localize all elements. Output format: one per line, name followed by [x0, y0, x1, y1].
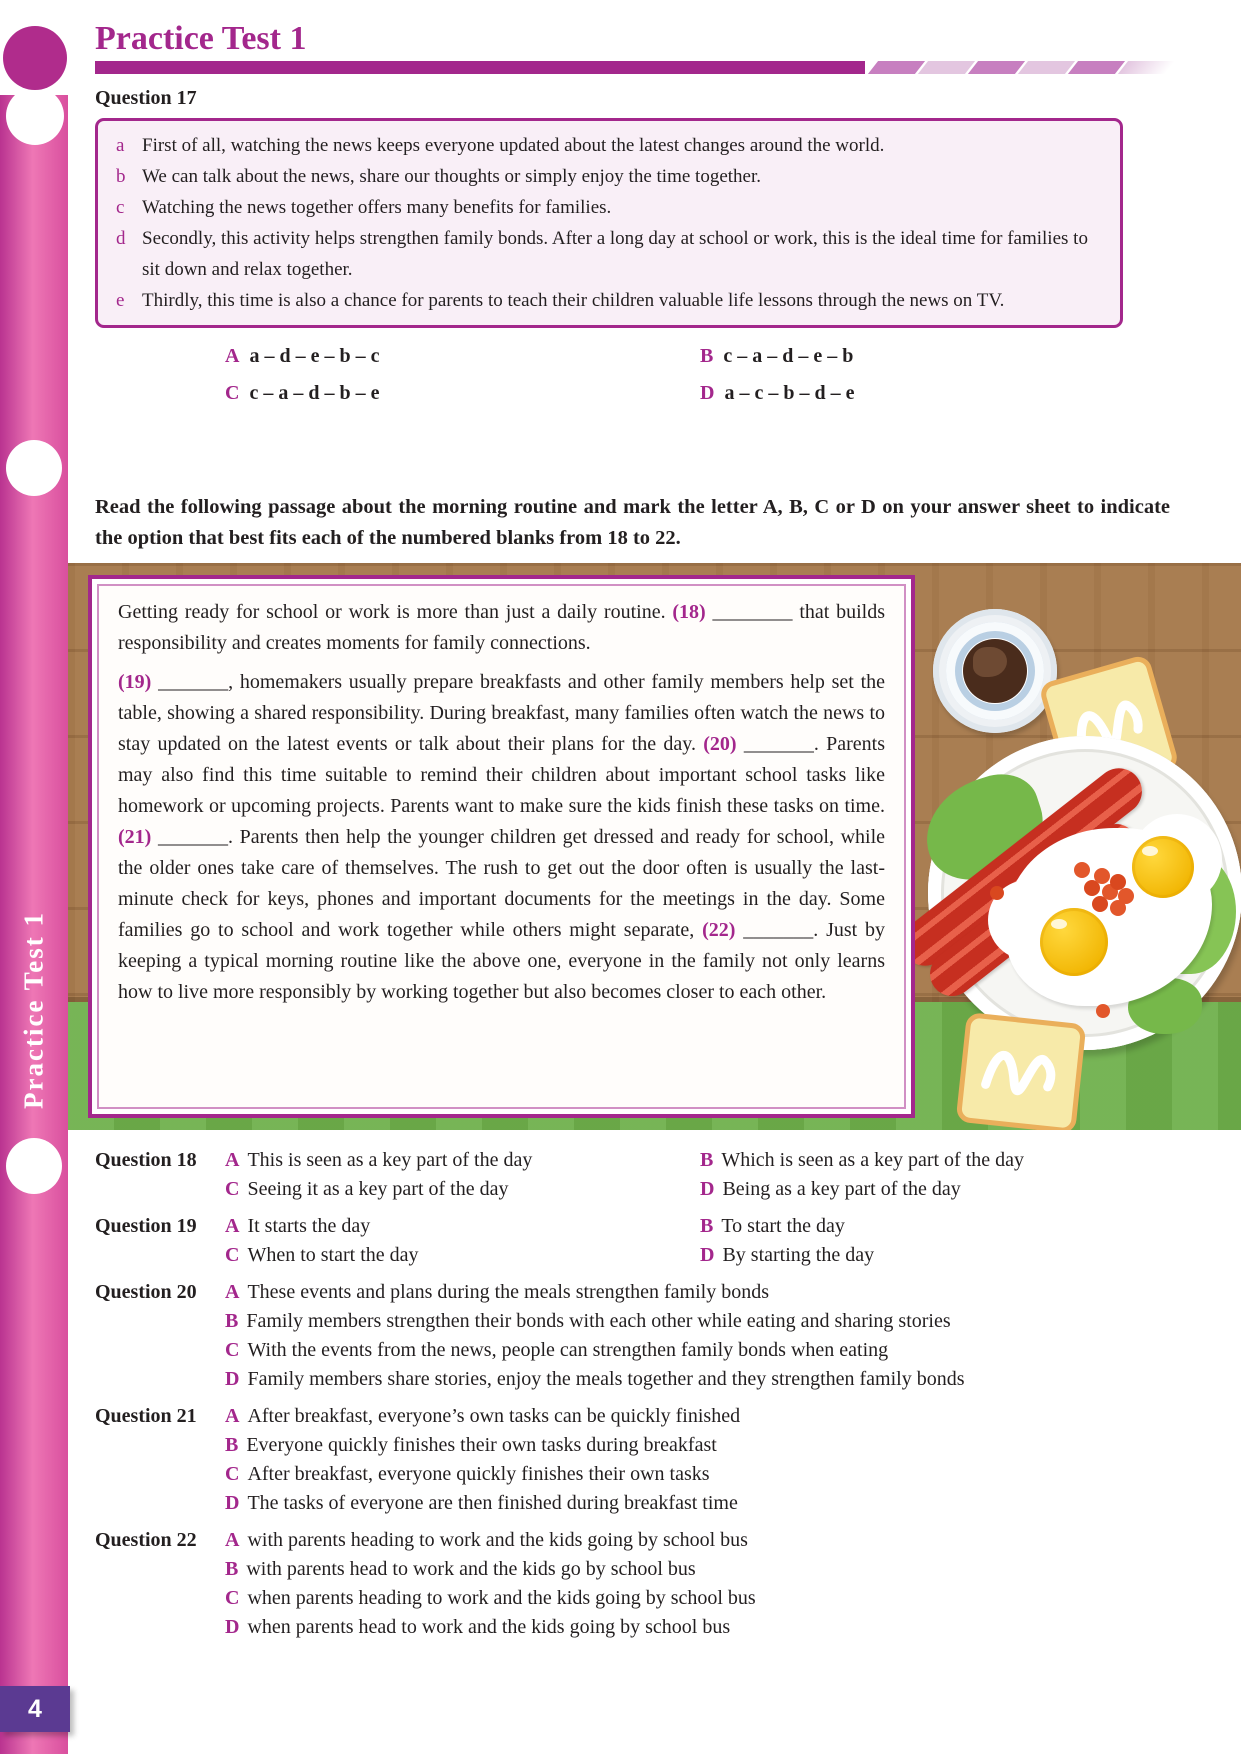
sidebar [0, 95, 68, 1754]
item-letter: c [116, 197, 125, 218]
bar-stripe-segments [873, 61, 1170, 74]
option-b: B Family members strengthen their bonds with each other while eating and sharing stories [225, 1310, 951, 1332]
option-a: A This is seen as a key part of the day [225, 1149, 533, 1171]
blank-20-line: _______. [736, 733, 827, 755]
decorative-circle-icon [3, 26, 67, 90]
question-label: Question 21 [95, 1405, 197, 1427]
option-b: B Everyone quickly finishes their own tasks during breakfast [225, 1434, 717, 1456]
choice-text: c – a – d – e – b [723, 345, 854, 367]
list-item [116, 192, 1100, 223]
option-d: D The tasks of everyone are then finished during breakfast time [225, 1492, 738, 1514]
list-item [116, 130, 1100, 161]
option-b: B Which is seen as a key part of the day [700, 1149, 1025, 1171]
blank-20-marker: (20) [703, 733, 737, 755]
coffee-cup-icon [933, 609, 1057, 733]
option-a: A After breakfast, everyone’s own tasks can be quickly finished [225, 1405, 741, 1427]
choice-text: c – a – d – b – e [249, 382, 380, 404]
option-c: C With the events from the news, people can strengthen family bonds when eating [225, 1339, 889, 1361]
question-label: Question 20 [95, 1281, 197, 1303]
breakfast-illustration-panel [68, 563, 1241, 1130]
option-b: B To start the day [700, 1215, 845, 1237]
egg-yolk-icon [1132, 836, 1194, 898]
item-text: Watching the news together offers many benefits for families. [142, 197, 612, 218]
item-text: Thirdly, this time is also a chance for parents to teach their children valuable life lessons through the news on TV. [142, 290, 1005, 311]
question-20 [95, 1278, 1170, 1394]
passage-paragraph: Getting ready for school or work is more than just a daily routine. (18) ________ that builds responsibility and creates moments for family connections. [118, 601, 885, 654]
page-number-badge: 4 [0, 1686, 70, 1732]
item-letter: d [116, 228, 126, 249]
option-a: A These events and plans during the meals strengthen family bonds [225, 1281, 769, 1303]
blank-18-line: ________ [705, 601, 800, 623]
blank-19-marker: (19) [118, 671, 152, 693]
bar-solid-segment [95, 61, 865, 74]
egg-yolk-icon [1040, 908, 1108, 976]
item-letter: e [116, 290, 125, 311]
item-letter: b [116, 166, 126, 187]
choice-letter: D [700, 382, 715, 404]
item-text: We can talk about the news, share our thoughts or simply enjoy the time together. [142, 166, 761, 187]
passage-panel [88, 575, 915, 1118]
choice-b [700, 342, 1170, 371]
choice-text: a – d – e – b – c [249, 345, 380, 367]
sidebar-vertical-title: Practice Test 1 [18, 911, 49, 1109]
blank-22-marker: (22) [702, 919, 736, 941]
question-17-choices [225, 342, 1170, 408]
page-title: Practice Test 1 [95, 20, 307, 57]
choice-letter: B [700, 345, 714, 367]
main-content [95, 0, 1170, 1650]
blank-18-marker: (18) [672, 601, 706, 623]
question-17-label: Question 17 [95, 87, 197, 109]
list-item [116, 285, 1100, 316]
option-d: D Being as a key part of the day [700, 1178, 961, 1200]
title-underline-bar [95, 61, 1170, 74]
blank-22-line: _______. [735, 919, 827, 941]
option-a: A It starts the day [225, 1215, 371, 1237]
question-18 [95, 1146, 1170, 1204]
question-21 [95, 1402, 1170, 1518]
option-c: C Seeing it as a key part of the day [225, 1178, 509, 1200]
list-item [116, 161, 1100, 192]
question-22 [95, 1526, 1170, 1642]
toast-slice-icon [956, 1012, 1087, 1130]
choice-d [700, 379, 1170, 408]
choice-c [225, 379, 700, 408]
passage-paragraph: (19) _______, homemakers usually prepare breakfasts and other family members help set the table, showing a shared responsibility. During breakfast, many families often watch the news to stay updated on the latest events or talk about their plans for the day. (20) _______. Parents may also find this time suitable to remind their children about important school tasks like homework or upcoming projects. Parents want to make sure the kids finish these tasks on time. (21) _______. Parents then help the younger children get dressed and ready for school, while the older ones take care of themselves. The rush to get out the door often is usually the last-minute check for keys, phones and important documents for the meetings in the day. Some families go to school and work together while others might separate, (22) _______. Just by keeping a typical morning routine like the above one, everyone in the family not only learns how to live more responsibly by working together but also becomes closer to each other. [118, 671, 886, 1003]
blank-19-line: _______, [151, 671, 240, 693]
option-d: D Family members share stories, enjoy the meals together and they strengthen family bonds [225, 1368, 965, 1390]
decorative-circle-icon [6, 440, 62, 496]
option-a: A with parents heading to work and the kids going by school bus [225, 1529, 748, 1551]
questions-18-22 [95, 1146, 1170, 1642]
option-c: C when parents heading to work and the kids going by school bus [225, 1587, 756, 1609]
question-label: Question 22 [95, 1529, 197, 1551]
question-19 [95, 1212, 1170, 1270]
question-label: Question 18 [95, 1149, 197, 1171]
choice-letter: A [225, 345, 240, 367]
decorative-circle-icon [6, 87, 64, 145]
breakfast-plate-icon [928, 736, 1241, 1050]
item-text: First of all, watching the news keeps everyone updated about the latest changes around the world. [142, 135, 885, 156]
cherry-tomato-icon [1096, 1004, 1110, 1018]
cherry-tomato-icon [990, 886, 1004, 900]
section-instruction: Read the following passage about the morning routine and mark the letter A, B, C or D on your answer sheet to indicate the option that best fits each of the numbered blanks from 18 to 22. [95, 496, 1170, 549]
decorative-circle-icon [6, 1138, 62, 1194]
choice-a [225, 342, 700, 371]
item-letter: a [116, 135, 125, 156]
question-label: Question 19 [95, 1215, 197, 1237]
choice-text: a – c – b – d – e [724, 382, 855, 404]
option-c: C When to start the day [225, 1244, 419, 1266]
cherry-tomatoes-icon [1074, 862, 1090, 878]
blank-21-marker: (21) [118, 826, 152, 848]
option-b: B with parents head to work and the kids go by school bus [225, 1558, 696, 1580]
choice-letter: C [225, 382, 240, 404]
blank-21-line: _______. [151, 826, 240, 848]
option-c: C After breakfast, everyone quickly finishes their own tasks [225, 1463, 710, 1485]
list-item [116, 223, 1100, 285]
option-d: D By starting the day [700, 1244, 875, 1266]
option-d: D when parents head to work and the kids going by school bus [225, 1616, 731, 1638]
question-17-box [95, 118, 1123, 328]
item-text: Secondly, this activity helps strengthen family bonds. After a long day at school or work, this is the ideal time for families to sit down and relax together. [142, 228, 1088, 280]
